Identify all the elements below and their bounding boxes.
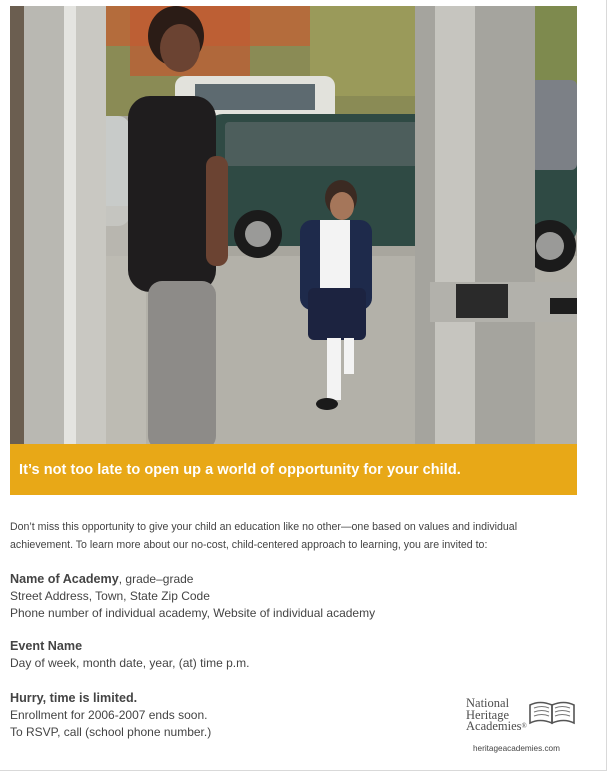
logo-line-1: National (466, 696, 510, 710)
hero-photo (10, 6, 577, 450)
enrollment-note: Enrollment for 2006-2007 ends soon. (10, 708, 208, 722)
intro-paragraph: Don’t miss this opportunity to give your child an education like no other—one based on values and individual achievement. To learn more about our no-cost, child-centered approach to learning, you are invited to: (10, 521, 518, 551)
headline-banner (10, 444, 577, 495)
hurry-heading: Hurry, time is limited. (10, 691, 138, 705)
academy-address: Street Address, Town, State Zip Code (10, 589, 210, 603)
academy-info (10, 571, 375, 622)
logo-wordmark (466, 698, 527, 733)
event-name: Event Name (10, 639, 83, 653)
academy-grades: , grade–grade (118, 572, 194, 586)
nha-logo (462, 696, 582, 762)
hurry-info (10, 690, 211, 741)
academy-contact: Phone number of individual academy, Website of individual academy (10, 606, 376, 620)
event-datetime: Day of week, month date, year, (at) time p.m. (10, 656, 250, 670)
academy-name: Name of Academy (10, 572, 119, 586)
event-info (10, 638, 249, 672)
hero-photo-illustration (10, 6, 577, 450)
rsvp-note: To RSVP, call (school phone number.) (10, 725, 212, 739)
logo-url[interactable]: heritageacademies.com (473, 744, 560, 753)
open-book-icon (528, 699, 576, 725)
logo-line-3: Academies (466, 719, 522, 733)
logo-line-2: Heritage (466, 707, 510, 722)
logo-trademark: ® (521, 722, 527, 730)
banner-headline: It’s not too late to open up a world of opportunity for your child. (19, 461, 461, 478)
